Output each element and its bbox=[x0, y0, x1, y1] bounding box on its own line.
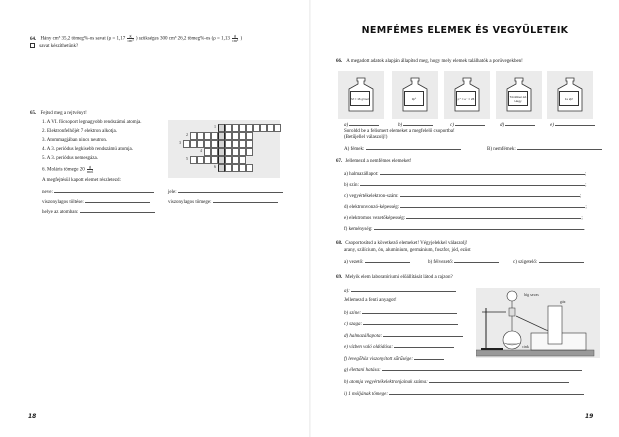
q69-item-d: d) halmazállapota: bbox=[344, 332, 463, 340]
crossword-cell[interactable] bbox=[239, 148, 246, 156]
svg-text:cink: cink bbox=[522, 344, 529, 349]
answer-b: b) bbox=[398, 121, 433, 129]
crossword-row-number: 6 bbox=[214, 164, 216, 169]
crossword-cell[interactable] bbox=[190, 140, 197, 148]
answer-c: c) bbox=[450, 121, 485, 129]
clue-1: 1. A VI. főcsoport legnagyobb rendszámú atomja. bbox=[42, 120, 142, 125]
crossword-cell[interactable] bbox=[246, 164, 253, 172]
crossword-cell[interactable] bbox=[218, 148, 225, 156]
group-semiconductor: b) félvezető: bbox=[428, 258, 499, 266]
answer-line[interactable] bbox=[517, 145, 602, 150]
answer-line[interactable] bbox=[178, 188, 283, 193]
clue-5: 5. A 3. periódus nemesgáza. bbox=[42, 156, 98, 161]
crossword-cell[interactable] bbox=[225, 140, 232, 148]
field-name: neve: bbox=[42, 188, 154, 196]
group-metals: A) fémek: bbox=[344, 145, 461, 153]
q67-item-f: f) keménység: . bbox=[344, 227, 585, 232]
clue-4: 4. A 3. periódus legkisebb rendszámú atomja. bbox=[42, 147, 133, 152]
bottle-e: 1s 2p³ bbox=[547, 71, 593, 119]
answer-line[interactable] bbox=[454, 258, 499, 263]
q69-item-f: f) levegőhöz viszonyított sűrűsége: bbox=[344, 355, 444, 363]
answer-line[interactable] bbox=[414, 355, 444, 360]
answer-line[interactable] bbox=[365, 258, 410, 263]
crossword-row-number: 2 bbox=[186, 132, 188, 137]
question-64: 64. Hány cm³ 35,2 tömeg%-os savat (ρ = 1,17 $\frac{g}{\text{cm³}}$ ) szükséges 300 cm³ 26,2 tömeg%-os (ρ = 1,13 $\frac{g}{\text{cm³}}$ ) bbox=[30, 33, 243, 43]
q69-item-b: b) színe: bbox=[344, 309, 457, 317]
q67-item-c: c) vegyértékelektron-szám: ; bbox=[344, 194, 582, 199]
crossword-cell[interactable] bbox=[260, 124, 267, 132]
crossword-cell[interactable] bbox=[190, 156, 197, 164]
q69-sub-intro: Jellemezd a fenti anyagot! bbox=[344, 298, 397, 303]
q67-item-e: e) elektromos vezetőképesség: ; bbox=[344, 216, 583, 221]
answer-line[interactable] bbox=[213, 198, 278, 203]
sort-instruction: Soroldd be a felismert elemeket a megfelelő csoportba! bbox=[344, 129, 455, 134]
crossword-cell[interactable] bbox=[246, 140, 253, 148]
crossword-cell[interactable] bbox=[239, 132, 246, 140]
question-64-line2: savat készíthetünk? bbox=[30, 43, 78, 50]
answer-line[interactable] bbox=[455, 121, 485, 126]
answer-line[interactable] bbox=[366, 145, 461, 150]
q67-item-b: b) szín: ; bbox=[344, 183, 587, 188]
bottle-c: p⁺ = e⁻ = 26 bbox=[444, 71, 490, 119]
answer-line[interactable] bbox=[555, 121, 595, 126]
density-unit: $\frac{g}{\text{cm³}}$ bbox=[127, 33, 134, 43]
crossword-cell[interactable] bbox=[197, 132, 204, 140]
crossword-cell[interactable] bbox=[204, 140, 211, 148]
answer-line[interactable] bbox=[400, 203, 585, 208]
field-symbol: jele: bbox=[168, 188, 283, 196]
answer-line[interactable] bbox=[360, 181, 585, 186]
answer-line[interactable] bbox=[505, 121, 535, 126]
svg-text:híg savas: híg savas bbox=[524, 292, 539, 297]
crossword-cell[interactable] bbox=[225, 164, 232, 172]
crossword-cell[interactable] bbox=[246, 124, 253, 132]
crossword-cell[interactable] bbox=[197, 140, 204, 148]
crossword-cell[interactable] bbox=[232, 164, 239, 172]
crossword-cell[interactable] bbox=[218, 124, 225, 132]
crossword-cell[interactable] bbox=[225, 148, 232, 156]
crossword-cell[interactable] bbox=[274, 124, 281, 132]
crossword-cell[interactable] bbox=[190, 132, 197, 140]
crossword-cell[interactable] bbox=[239, 156, 246, 164]
clue-3: 3. Atommagjában nincs neutron. bbox=[42, 138, 108, 143]
crossword-cell[interactable] bbox=[246, 148, 253, 156]
answer-line[interactable] bbox=[394, 343, 454, 348]
crossword-cell[interactable] bbox=[225, 124, 232, 132]
crossword-row-number: 5 bbox=[186, 156, 188, 161]
crossword-cell[interactable] bbox=[211, 156, 218, 164]
crossword-cell[interactable] bbox=[232, 124, 239, 132]
crossword-cell[interactable] bbox=[197, 156, 204, 164]
crossword-cell[interactable] bbox=[211, 140, 218, 148]
group-nonmetals: B) nemfémek: bbox=[487, 145, 602, 153]
q69-item-h: h) atomja vegyértékelektronjainak száma: bbox=[344, 378, 569, 386]
answer-line[interactable] bbox=[85, 198, 150, 203]
question-69: 69. Melyik elem laboratóriumi előállítását látod a rajzon? bbox=[336, 275, 453, 280]
answer-line[interactable] bbox=[406, 214, 581, 219]
question-68: 68. Csoportosítsd a következő elemeket! Végyjelekkel válaszolj! bbox=[336, 241, 468, 246]
crossword-cell[interactable] bbox=[218, 140, 225, 148]
answer-d: d) bbox=[500, 121, 535, 129]
answer-line[interactable] bbox=[389, 390, 584, 395]
crossword-cell[interactable] bbox=[232, 140, 239, 148]
q69-item-g: g) élettani hatása: bbox=[344, 366, 582, 374]
bottle-d: Tömbben kő Hegy bbox=[496, 71, 542, 119]
answer-line[interactable] bbox=[374, 225, 584, 230]
crossword-cell[interactable] bbox=[239, 164, 246, 172]
crossword-cell[interactable] bbox=[232, 156, 239, 164]
q69-item-i: i) 1 móljának tömege: bbox=[344, 390, 584, 398]
crossword-cell[interactable] bbox=[232, 132, 239, 140]
answer-line[interactable] bbox=[80, 208, 155, 213]
crossword-cell[interactable] bbox=[204, 156, 211, 164]
q69-item-e: e) vízben való oldódása: bbox=[344, 343, 454, 351]
solution-intro: A megfejtésül kapott elemet részletezd: bbox=[42, 178, 121, 183]
crossword-cell[interactable] bbox=[218, 164, 225, 172]
bottle-b: 3p⁵ bbox=[392, 71, 438, 119]
crossword-row-number: 1 bbox=[214, 124, 216, 129]
q69-answer-a: a): bbox=[344, 287, 456, 295]
crossword-cell[interactable] bbox=[204, 148, 211, 156]
density-unit: $\frac{g}{\text{cm³}}$ bbox=[232, 33, 239, 43]
crossword-cell[interactable] bbox=[232, 148, 239, 156]
answer-line[interactable] bbox=[429, 378, 569, 383]
question-66: 66. A megadott adatok alapján állapítsd meg, hogy mely elemek találhatók a porüvegekben! bbox=[336, 59, 523, 64]
question-number: 64. bbox=[30, 36, 37, 42]
answer-line[interactable] bbox=[351, 287, 456, 292]
crossword-cell[interactable] bbox=[225, 156, 232, 164]
answer-line[interactable] bbox=[363, 320, 458, 325]
clue-2: 2. Elektronfelhőjét 7 elektron alkotja. bbox=[42, 129, 117, 134]
q67-item-a: a) halmazállapot: ; bbox=[344, 172, 587, 177]
group-insulator: c) szigetelő: bbox=[513, 258, 584, 266]
svg-text:gáz: gáz bbox=[560, 299, 566, 304]
answer-line[interactable] bbox=[349, 121, 379, 126]
field-relative-mass: viszonylagos tömege: bbox=[168, 198, 278, 206]
group-conductor: a) vezető: bbox=[344, 258, 410, 266]
answer-line[interactable] bbox=[400, 192, 580, 197]
field-relative-charge: viszonylagos töltése: bbox=[42, 198, 150, 206]
element-list: arany, szilícium, ón, alumínium, germánium, foszfor, jód, ezüst bbox=[344, 248, 471, 253]
question-65-title: 65. Fejtsd meg a rejtvényt! bbox=[30, 111, 87, 116]
answer-line[interactable] bbox=[362, 309, 457, 314]
crossword-cell[interactable] bbox=[267, 124, 274, 132]
gas-generation-apparatus-icon bbox=[476, 288, 600, 358]
crossword-cell[interactable] bbox=[218, 156, 225, 164]
crossword-cell[interactable] bbox=[253, 124, 260, 132]
crossword-cell[interactable] bbox=[211, 132, 218, 140]
answer-line[interactable] bbox=[403, 121, 433, 126]
crossword-cell[interactable] bbox=[239, 124, 246, 132]
crossword-row-number: 4 bbox=[200, 148, 202, 153]
field-location: helye az atomban: bbox=[42, 208, 155, 216]
crossword-cell[interactable] bbox=[204, 132, 211, 140]
checkbox[interactable] bbox=[30, 43, 35, 48]
crossword-puzzle bbox=[168, 120, 280, 178]
page-title: NEMFÉMES ELEMEK ÉS VEGYÜLETEIK bbox=[361, 25, 569, 36]
answer-line[interactable] bbox=[380, 170, 585, 175]
crossword-cell[interactable] bbox=[246, 132, 253, 140]
q69-item-c: c) szaga: bbox=[344, 320, 458, 328]
question-text: Hány cm³ 35,2 tömeg%-os savat (ρ = 1,17 bbox=[40, 36, 126, 42]
crossword-row-number: 3 bbox=[179, 140, 181, 145]
answer-line[interactable] bbox=[539, 258, 584, 263]
question-67: 67. Jellemezd a nemfémes elemeket! bbox=[336, 159, 412, 164]
bottle-a: M = 16 g/mol bbox=[338, 71, 384, 119]
answer-a: a) bbox=[344, 121, 379, 129]
lab-apparatus-diagram bbox=[476, 288, 600, 358]
crossword-cell[interactable] bbox=[211, 148, 218, 156]
page-number: 18 bbox=[28, 413, 37, 420]
clue-6: 6. Moláris tömege 20 $\frac{g}{\text{mol}}$ bbox=[42, 164, 94, 174]
answer-line[interactable] bbox=[382, 366, 582, 371]
crossword-cell[interactable] bbox=[183, 140, 190, 148]
sort-hint: (Betűjellel válaszolj!) bbox=[344, 135, 388, 140]
crossword-cell[interactable] bbox=[225, 132, 232, 140]
crossword-cell[interactable] bbox=[218, 132, 225, 140]
page-number-right: 19 bbox=[585, 413, 594, 420]
answer-line[interactable] bbox=[383, 332, 463, 337]
answer-line[interactable] bbox=[54, 188, 154, 193]
crossword-cell[interactable] bbox=[239, 140, 246, 148]
q67-item-d: d) elektronvonzó-képesség: ; bbox=[344, 205, 587, 210]
answer-e: e) bbox=[550, 121, 595, 129]
